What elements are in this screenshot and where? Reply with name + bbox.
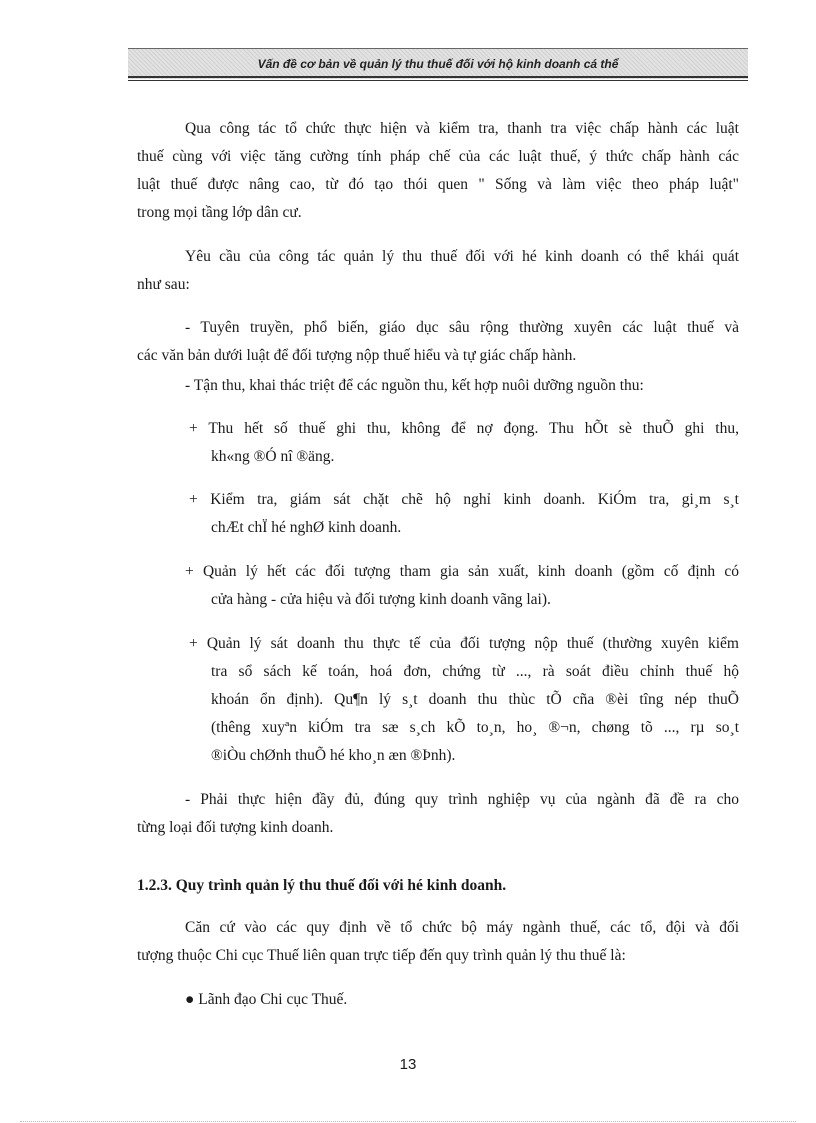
text-line: cửa hàng - cửa hiệu và đối tượng kinh doanh vãng lai).	[211, 591, 551, 608]
text-line: thuế cùng với việc tăng cường tính pháp chế của các luật thuế, ý thức chấp hành các	[137, 148, 739, 165]
paragraph-4	[185, 372, 739, 400]
list-item-manage-all	[185, 558, 739, 614]
text-line: + Thu hết số thuế ghi thu, không để nợ đọng. Thu hÕt sè thuÕ ghi thu,	[189, 420, 739, 437]
text-line: ®iÒu chØnh thuÕ hé kho¸n æn ®Þnh).	[211, 747, 456, 764]
text-line: Yêu cầu của công tác quản lý thu thuế đối với hé kinh doanh có thể khái quát	[185, 248, 739, 265]
text-line: Căn cứ vào các quy định về tổ chức bộ máy ngành thuế, các tổ, đội và đối	[185, 919, 739, 936]
text-line: chÆt chÏ hé nghØ kinh doanh.	[211, 519, 402, 536]
text-line: các văn bản dưới luật để đối tượng nộp thuế hiểu và tự giác chấp hành.	[137, 347, 577, 364]
page-bottom-border	[20, 1121, 796, 1122]
text-line: khoán ổn định). Qu¶n lý s¸t doanh thu thùc tÕ cña ®èi tîng nép thuÕ	[211, 691, 739, 708]
text-line: - Phải thực hiện đầy đủ, đúng quy trình nghiệp vụ của ngành đã đề ra cho	[185, 791, 739, 808]
text-line: Qua công tác tổ chức thực hiện và kiểm tra, thanh tra việc chấp hành các luật	[185, 120, 739, 137]
text-line: + Quản lý hết các đối tượng tham gia sản xuất, kinh doanh (gồm cố định có	[185, 563, 739, 580]
text-line: - Tận thu, khai thác triệt để các nguồn thu, kết hợp nuôi dưỡng nguồn thu:	[185, 377, 644, 394]
section-heading-text: 1.2.3. Quy trình quản lý thu thuế đối với hé kinh doanh.	[137, 877, 507, 894]
header-rule	[128, 80, 748, 81]
list-item-manage-revenue	[189, 630, 739, 770]
text-line: trong mọi tầng lớp dân cư.	[137, 204, 302, 221]
running-header	[128, 48, 748, 79]
text-line: - Tuyên truyền, phổ biến, giáo dục sâu rộng thường xuyên các luật thuế và	[185, 319, 739, 336]
paragraph-9	[137, 786, 739, 842]
bullet-text: ● Lãnh đạo Chi cục Thuế.	[185, 991, 348, 1008]
paragraph-3	[137, 314, 739, 370]
text-line: luật thuế được nâng cao, từ đó tạo thói quen " Sống và làm việc theo pháp luật"	[137, 176, 739, 193]
text-line: + Kiểm tra, giám sát chặt chẽ hộ nghỉ kinh doanh. KiÓm tra, gi¸m s¸t	[189, 491, 739, 508]
list-item-tax-collection	[189, 415, 739, 471]
text-line: (thêng xuyªn kiÓm tra sæ s¸ch kÕ to¸n, ho¸ ®¬n, chøng tõ ..., rµ so¸t	[211, 719, 739, 736]
paragraph-2	[137, 243, 739, 299]
page-number: 13	[399, 1056, 417, 1073]
running-header-title: Vấn đề cơ bản về quản lý thu thuế đối với hộ kinh doanh cá thể	[257, 57, 619, 71]
text-line: + Quản lý sát doanh thu thực tế của đối tượng nộp thuế (thường xuyên kiểm	[189, 635, 739, 652]
text-line: tra sổ sách kế toán, hoá đơn, chứng từ ..., rà soát điều chỉnh thuế hộ	[211, 663, 739, 680]
text-line: tượng thuộc Chi cục Thuế liên quan trực tiếp đến quy trình quản lý thu thuế là:	[137, 947, 626, 964]
section-heading	[137, 872, 739, 900]
bullet-item	[185, 986, 739, 1014]
paragraph-1	[137, 115, 739, 227]
text-line: từng loại đối tượng kinh doanh.	[137, 819, 334, 836]
text-line: như sau:	[137, 276, 190, 293]
text-line: kh«ng ®Ó nî ®äng.	[211, 448, 335, 465]
list-item-inspection	[189, 486, 739, 542]
paragraph-10	[137, 914, 739, 970]
header-rule	[128, 76, 748, 78]
